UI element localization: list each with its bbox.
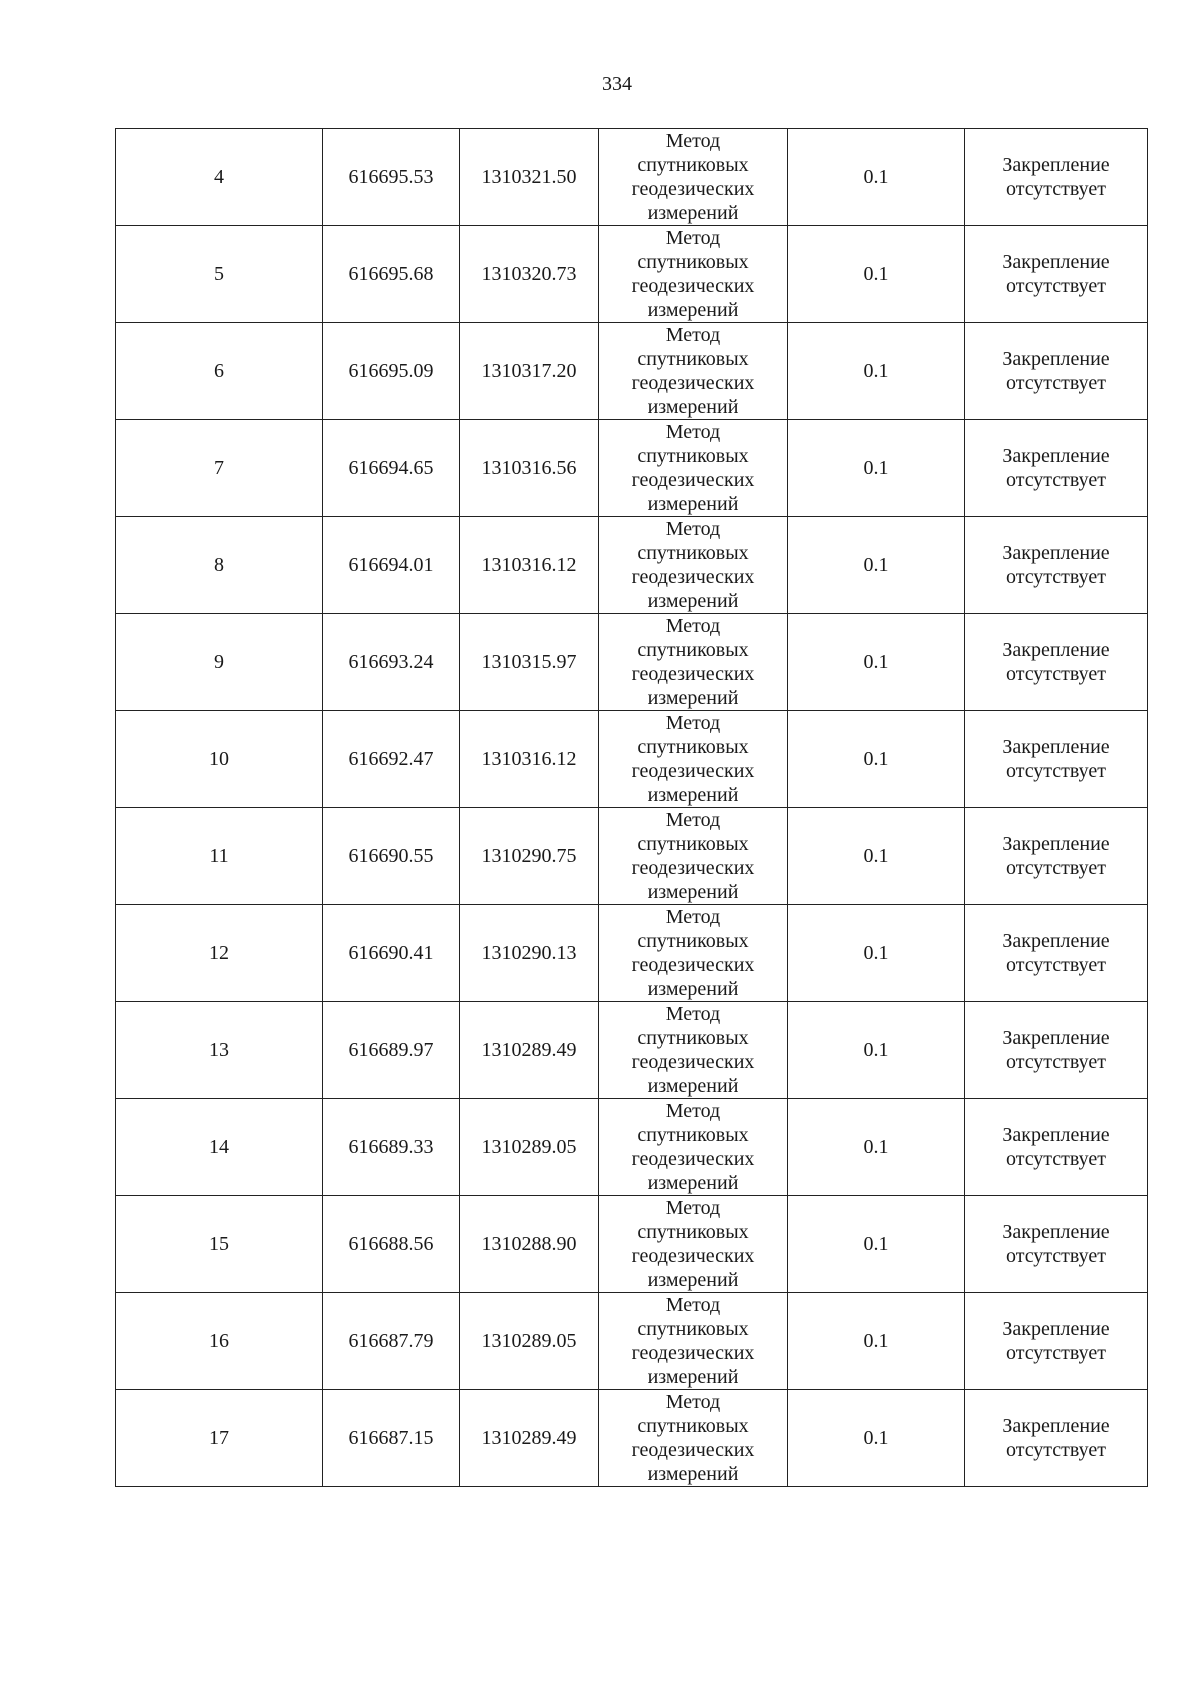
x-coordinate-cell: 616690.41 — [323, 905, 460, 1002]
y-coordinate-cell: 1310316.56 — [460, 420, 599, 517]
fixing-cell — [965, 1099, 1148, 1196]
method-cell — [599, 808, 788, 905]
accuracy-cell: 0.1 — [788, 1390, 965, 1487]
method-line: измерений — [647, 881, 739, 903]
fixing-line: Закрепление — [1002, 348, 1110, 370]
method-line: геодезических — [631, 372, 755, 394]
fixing-line: отсутствует — [1005, 372, 1107, 394]
fixing-line: отсутствует — [1005, 760, 1107, 782]
table-row — [116, 1196, 1148, 1293]
fixing-line: Закрепление — [1002, 251, 1110, 273]
accuracy-cell: 0.1 — [788, 614, 965, 711]
fixing-cell — [965, 614, 1148, 711]
fixing-line: Закрепление — [1002, 1415, 1110, 1437]
method-line: геодезических — [631, 275, 755, 297]
fixing-line: отсутствует — [1005, 275, 1107, 297]
method-cell — [599, 905, 788, 1002]
fixing-line: Закрепление — [1002, 1318, 1110, 1340]
coordinates-table-body — [116, 129, 1148, 1487]
fixing-cell — [965, 517, 1148, 614]
fixing-cell — [965, 1293, 1148, 1390]
method-line: геодезических — [631, 1148, 755, 1170]
method-line: Метод — [665, 130, 721, 152]
x-coordinate-cell: 616692.47 — [323, 711, 460, 808]
table-row — [116, 1099, 1148, 1196]
method-cell — [599, 129, 788, 226]
fixing-line: Закрепление — [1002, 1124, 1110, 1146]
table-row — [116, 226, 1148, 323]
table-row — [116, 323, 1148, 420]
method-line: измерений — [647, 1075, 739, 1097]
fixing-cell — [965, 1390, 1148, 1487]
method-line: измерений — [647, 687, 739, 709]
accuracy-cell: 0.1 — [788, 1002, 965, 1099]
method-line: Метод — [665, 518, 721, 540]
method-line: геодезических — [631, 857, 755, 879]
fixing-line: отсутствует — [1005, 178, 1107, 200]
method-cell — [599, 420, 788, 517]
method-cell — [599, 226, 788, 323]
accuracy-cell: 0.1 — [788, 905, 965, 1002]
fixing-line: отсутствует — [1005, 1051, 1107, 1073]
method-line: Метод — [665, 906, 721, 928]
method-line: Метод — [665, 809, 721, 831]
y-coordinate-cell: 1310290.13 — [460, 905, 599, 1002]
point-number-cell: 4 — [116, 129, 323, 226]
accuracy-cell: 0.1 — [788, 1196, 965, 1293]
method-line: геодезических — [631, 469, 755, 491]
point-number-cell: 5 — [116, 226, 323, 323]
method-cell — [599, 1390, 788, 1487]
fixing-cell — [965, 1002, 1148, 1099]
accuracy-cell: 0.1 — [788, 517, 965, 614]
method-cell — [599, 711, 788, 808]
x-coordinate-cell: 616695.53 — [323, 129, 460, 226]
method-line: спутниковых — [637, 1124, 749, 1146]
method-line: Метод — [665, 1100, 721, 1122]
fixing-cell — [965, 905, 1148, 1002]
method-line: измерений — [647, 299, 739, 321]
y-coordinate-cell: 1310290.75 — [460, 808, 599, 905]
fixing-line: Закрепление — [1002, 1027, 1110, 1049]
method-line: спутниковых — [637, 445, 749, 467]
method-line: измерений — [647, 493, 739, 515]
fixing-cell — [965, 226, 1148, 323]
fixing-line: Закрепление — [1002, 542, 1110, 564]
x-coordinate-cell: 616690.55 — [323, 808, 460, 905]
y-coordinate-cell: 1310321.50 — [460, 129, 599, 226]
method-line: геодезических — [631, 1342, 755, 1364]
x-coordinate-cell: 616688.56 — [323, 1196, 460, 1293]
fixing-line: Закрепление — [1002, 154, 1110, 176]
method-line: измерений — [647, 396, 739, 418]
method-line: измерений — [647, 590, 739, 612]
method-line: геодезических — [631, 760, 755, 782]
method-line: геодезических — [631, 1439, 755, 1461]
x-coordinate-cell: 616694.01 — [323, 517, 460, 614]
method-line: Метод — [665, 1197, 721, 1219]
accuracy-cell: 0.1 — [788, 420, 965, 517]
method-cell — [599, 1196, 788, 1293]
method-line: геодезических — [631, 954, 755, 976]
method-line: спутниковых — [637, 1318, 749, 1340]
method-line: Метод — [665, 1003, 721, 1025]
fixing-line: отсутствует — [1005, 1342, 1107, 1364]
method-line: измерений — [647, 978, 739, 1000]
method-line: Метод — [665, 421, 721, 443]
method-line: геодезических — [631, 1051, 755, 1073]
fixing-cell — [965, 1196, 1148, 1293]
method-line: Метод — [665, 324, 721, 346]
method-cell — [599, 614, 788, 711]
method-line: геодезических — [631, 566, 755, 588]
point-number-cell: 11 — [116, 808, 323, 905]
method-line: спутниковых — [637, 348, 749, 370]
y-coordinate-cell: 1310289.05 — [460, 1099, 599, 1196]
point-number-cell: 7 — [116, 420, 323, 517]
point-number-cell: 17 — [116, 1390, 323, 1487]
x-coordinate-cell: 616693.24 — [323, 614, 460, 711]
fixing-line: Закрепление — [1002, 736, 1110, 758]
fixing-line: отсутствует — [1005, 566, 1107, 588]
method-line: спутниковых — [637, 736, 749, 758]
point-number-cell: 8 — [116, 517, 323, 614]
x-coordinate-cell: 616689.33 — [323, 1099, 460, 1196]
point-number-cell: 6 — [116, 323, 323, 420]
accuracy-cell: 0.1 — [788, 323, 965, 420]
method-line: измерений — [647, 202, 739, 224]
method-line: измерений — [647, 1172, 739, 1194]
page-number: 334 — [602, 73, 632, 95]
method-line: спутниковых — [637, 251, 749, 273]
x-coordinate-cell: 616687.79 — [323, 1293, 460, 1390]
point-number-cell: 16 — [116, 1293, 323, 1390]
fixing-cell — [965, 129, 1148, 226]
point-number-cell: 12 — [116, 905, 323, 1002]
fixing-line: Закрепление — [1002, 445, 1110, 467]
method-line: Метод — [665, 1294, 721, 1316]
method-line: спутниковых — [637, 1415, 749, 1437]
method-line: Метод — [665, 712, 721, 734]
fixing-line: отсутствует — [1005, 1148, 1107, 1170]
y-coordinate-cell: 1310317.20 — [460, 323, 599, 420]
table-row — [116, 905, 1148, 1002]
fixing-line: Закрепление — [1002, 639, 1110, 661]
method-line: Метод — [665, 1391, 721, 1413]
x-coordinate-cell: 616689.97 — [323, 1002, 460, 1099]
table-row — [116, 614, 1148, 711]
y-coordinate-cell: 1310316.12 — [460, 711, 599, 808]
y-coordinate-cell: 1310315.97 — [460, 614, 599, 711]
x-coordinate-cell: 616695.68 — [323, 226, 460, 323]
y-coordinate-cell: 1310288.90 — [460, 1196, 599, 1293]
point-number-cell: 10 — [116, 711, 323, 808]
method-cell — [599, 1099, 788, 1196]
table-row — [116, 1002, 1148, 1099]
method-cell — [599, 323, 788, 420]
method-line: спутниковых — [637, 833, 749, 855]
fixing-cell — [965, 323, 1148, 420]
fixing-line: отсутствует — [1005, 663, 1107, 685]
accuracy-cell: 0.1 — [788, 1099, 965, 1196]
fixing-line: Закрепление — [1002, 930, 1110, 952]
fixing-line: отсутствует — [1005, 1439, 1107, 1461]
method-line: Метод — [665, 615, 721, 637]
fixing-line: отсутствует — [1005, 469, 1107, 491]
point-number-cell: 15 — [116, 1196, 323, 1293]
table-row — [116, 420, 1148, 517]
y-coordinate-cell: 1310289.05 — [460, 1293, 599, 1390]
accuracy-cell: 0.1 — [788, 1293, 965, 1390]
table-row — [116, 808, 1148, 905]
table-row — [116, 1293, 1148, 1390]
method-line: спутниковых — [637, 930, 749, 952]
point-number-cell: 14 — [116, 1099, 323, 1196]
accuracy-cell: 0.1 — [788, 129, 965, 226]
accuracy-cell: 0.1 — [788, 226, 965, 323]
method-line: измерений — [647, 1463, 739, 1485]
x-coordinate-cell: 616687.15 — [323, 1390, 460, 1487]
point-number-cell: 13 — [116, 1002, 323, 1099]
accuracy-cell: 0.1 — [788, 808, 965, 905]
fixing-line: отсутствует — [1005, 857, 1107, 879]
table-row — [116, 1390, 1148, 1487]
coordinates-table — [115, 128, 1148, 1487]
table-row — [116, 129, 1148, 226]
point-number-cell: 9 — [116, 614, 323, 711]
fixing-line: отсутствует — [1005, 954, 1107, 976]
fixing-line: Закрепление — [1002, 833, 1110, 855]
fixing-cell — [965, 808, 1148, 905]
x-coordinate-cell: 616695.09 — [323, 323, 460, 420]
y-coordinate-cell: 1310289.49 — [460, 1002, 599, 1099]
method-line: спутниковых — [637, 154, 749, 176]
method-line: геодезических — [631, 663, 755, 685]
method-line: спутниковых — [637, 639, 749, 661]
method-line: измерений — [647, 784, 739, 806]
table-row — [116, 517, 1148, 614]
accuracy-cell: 0.1 — [788, 711, 965, 808]
method-line: спутниковых — [637, 542, 749, 564]
y-coordinate-cell: 1310320.73 — [460, 226, 599, 323]
method-line: измерений — [647, 1269, 739, 1291]
y-coordinate-cell: 1310289.49 — [460, 1390, 599, 1487]
table-row — [116, 711, 1148, 808]
method-line: геодезических — [631, 1245, 755, 1267]
method-line: геодезических — [631, 178, 755, 200]
method-line: Метод — [665, 227, 721, 249]
method-cell — [599, 1002, 788, 1099]
fixing-line: Закрепление — [1002, 1221, 1110, 1243]
method-line: спутниковых — [637, 1221, 749, 1243]
y-coordinate-cell: 1310316.12 — [460, 517, 599, 614]
fixing-cell — [965, 420, 1148, 517]
method-cell — [599, 1293, 788, 1390]
x-coordinate-cell: 616694.65 — [323, 420, 460, 517]
method-cell — [599, 517, 788, 614]
method-line: измерений — [647, 1366, 739, 1388]
fixing-cell — [965, 711, 1148, 808]
fixing-line: отсутствует — [1005, 1245, 1107, 1267]
method-line: спутниковых — [637, 1027, 749, 1049]
